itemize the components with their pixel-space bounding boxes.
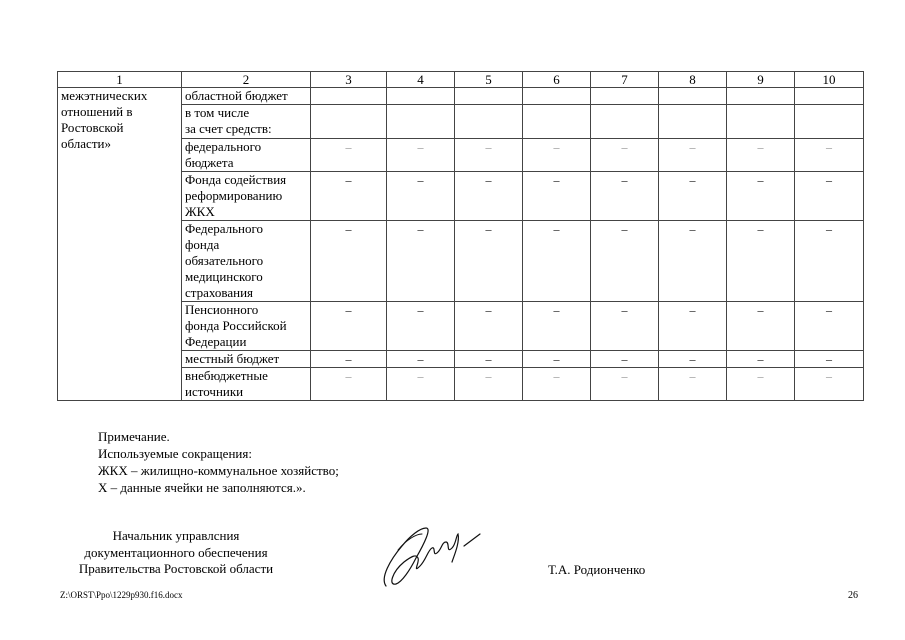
page-number: 26 — [848, 590, 858, 601]
footnote-line: Примечание. — [98, 429, 170, 444]
value-cell — [311, 105, 387, 139]
funding-source-line: источники — [185, 384, 244, 399]
value-cell: – — [659, 302, 727, 351]
value-cell — [455, 88, 523, 105]
value-cell: – — [311, 302, 387, 351]
budget-table — [57, 71, 864, 401]
value-cell: – — [311, 351, 387, 368]
program-name-line: Ростовской — [61, 120, 124, 135]
value-cell: – — [727, 172, 795, 221]
value-cell: – — [591, 172, 659, 221]
value-cell: – — [311, 221, 387, 302]
column-header: 9 — [727, 72, 795, 88]
funding-source-cell — [182, 139, 311, 172]
table-row — [58, 88, 864, 105]
value-cell: – — [727, 302, 795, 351]
funding-source-cell — [182, 368, 311, 401]
column-header: 7 — [591, 72, 659, 88]
value-cell: – — [523, 302, 591, 351]
footnote-line: Используемые сокращения: — [98, 446, 252, 461]
value-cell: – — [659, 351, 727, 368]
value-cell: – — [795, 368, 864, 401]
value-cell: – — [659, 139, 727, 172]
program-name-line: области» — [61, 136, 111, 151]
handwritten-signature — [376, 520, 488, 592]
value-cell: – — [455, 139, 523, 172]
value-cell: – — [387, 221, 455, 302]
value-cell — [387, 88, 455, 105]
value-cell: – — [795, 139, 864, 172]
funding-source-line: Пенсионного — [185, 302, 259, 317]
value-cell — [659, 105, 727, 139]
value-cell: – — [727, 351, 795, 368]
value-cell: – — [455, 221, 523, 302]
signer-title — [60, 528, 292, 578]
value-cell: – — [591, 302, 659, 351]
column-header: 2 — [182, 72, 311, 88]
value-cell: – — [387, 139, 455, 172]
funding-source-line: Федерации — [185, 334, 247, 349]
funding-source-cell — [182, 221, 311, 302]
funding-source-line: в том числе — [185, 105, 250, 120]
footnote-line: Х – данные ячейки не заполняются.». — [98, 480, 306, 495]
funding-source-line: медицинского — [185, 269, 263, 284]
program-name-line: межэтнических — [61, 88, 148, 103]
funding-source-line: федерального — [185, 139, 262, 154]
signer-name: Т.А. Родионченко — [548, 562, 646, 577]
file-path: Z:\ORST\Ppo\1229p930.f16.docx — [60, 590, 183, 600]
funding-source-cell — [182, 172, 311, 221]
funding-source-line: местный бюджет — [185, 351, 280, 366]
column-header: 4 — [387, 72, 455, 88]
value-cell: – — [795, 221, 864, 302]
value-cell — [727, 88, 795, 105]
value-cell — [795, 88, 864, 105]
value-cell: – — [591, 368, 659, 401]
value-cell: – — [523, 139, 591, 172]
funding-source-line: внебюджетные — [185, 368, 268, 383]
value-cell — [455, 105, 523, 139]
value-cell — [591, 88, 659, 105]
footnote-line: ЖКХ – жилищно-коммунальное хозяйство; — [98, 463, 339, 478]
value-cell: – — [455, 172, 523, 221]
footnote-block — [98, 428, 339, 496]
funding-source-line: фонда — [185, 237, 220, 252]
funding-source-line: ЖКХ — [185, 204, 215, 219]
value-cell: – — [727, 221, 795, 302]
value-cell: – — [387, 302, 455, 351]
value-cell: – — [387, 351, 455, 368]
column-header: 8 — [659, 72, 727, 88]
value-cell: – — [455, 302, 523, 351]
value-cell: – — [659, 172, 727, 221]
value-cell: – — [591, 351, 659, 368]
signer-title-line: документационного обеспечения — [84, 544, 268, 560]
value-cell: – — [727, 139, 795, 172]
value-cell: – — [523, 368, 591, 401]
value-cell: – — [523, 351, 591, 368]
funding-source-cell — [182, 302, 311, 351]
value-cell: – — [523, 221, 591, 302]
funding-source-line: страхования — [185, 285, 254, 300]
value-cell — [523, 105, 591, 139]
value-cell: – — [795, 302, 864, 351]
value-cell: – — [795, 172, 864, 221]
value-cell: – — [311, 368, 387, 401]
value-cell — [311, 88, 387, 105]
value-cell: – — [455, 368, 523, 401]
program-name-cell — [58, 88, 182, 401]
value-cell: – — [659, 221, 727, 302]
funding-source-cell — [182, 351, 311, 368]
value-cell: – — [311, 172, 387, 221]
funding-source-line: Федерального — [185, 221, 264, 236]
value-cell — [523, 88, 591, 105]
value-cell: – — [727, 368, 795, 401]
column-header: 10 — [795, 72, 864, 88]
funding-source-line: реформированию — [185, 188, 283, 203]
value-cell: – — [455, 351, 523, 368]
value-cell: – — [659, 368, 727, 401]
value-cell: – — [311, 139, 387, 172]
funding-source-line: областной бюджет — [185, 88, 288, 103]
value-cell — [795, 105, 864, 139]
signer-title-line: Начальник управлсния — [112, 528, 240, 543]
value-cell — [591, 105, 659, 139]
value-cell: – — [387, 172, 455, 221]
funding-source-line: фонда Российской — [185, 318, 287, 333]
value-cell — [727, 105, 795, 139]
column-header: 3 — [311, 72, 387, 88]
funding-source-line: Фонда содействия — [185, 172, 287, 187]
value-cell: – — [591, 139, 659, 172]
column-header: 6 — [523, 72, 591, 88]
value-cell: – — [523, 172, 591, 221]
value-cell: – — [387, 368, 455, 401]
column-header-row — [58, 72, 864, 88]
column-header: 5 — [455, 72, 523, 88]
funding-source-line: бюджета — [185, 155, 234, 170]
funding-source-line: обязательного — [185, 253, 264, 268]
funding-source-cell — [182, 105, 311, 139]
program-name-line: отношений в — [61, 104, 133, 119]
column-header: 1 — [58, 72, 182, 88]
value-cell: – — [795, 351, 864, 368]
value-cell: – — [591, 221, 659, 302]
value-cell — [387, 105, 455, 139]
signer-title-line: Правительства Ростовской области — [78, 561, 274, 576]
value-cell — [659, 88, 727, 105]
funding-source-cell — [182, 88, 311, 105]
funding-source-line: за счет средств: — [185, 121, 272, 136]
